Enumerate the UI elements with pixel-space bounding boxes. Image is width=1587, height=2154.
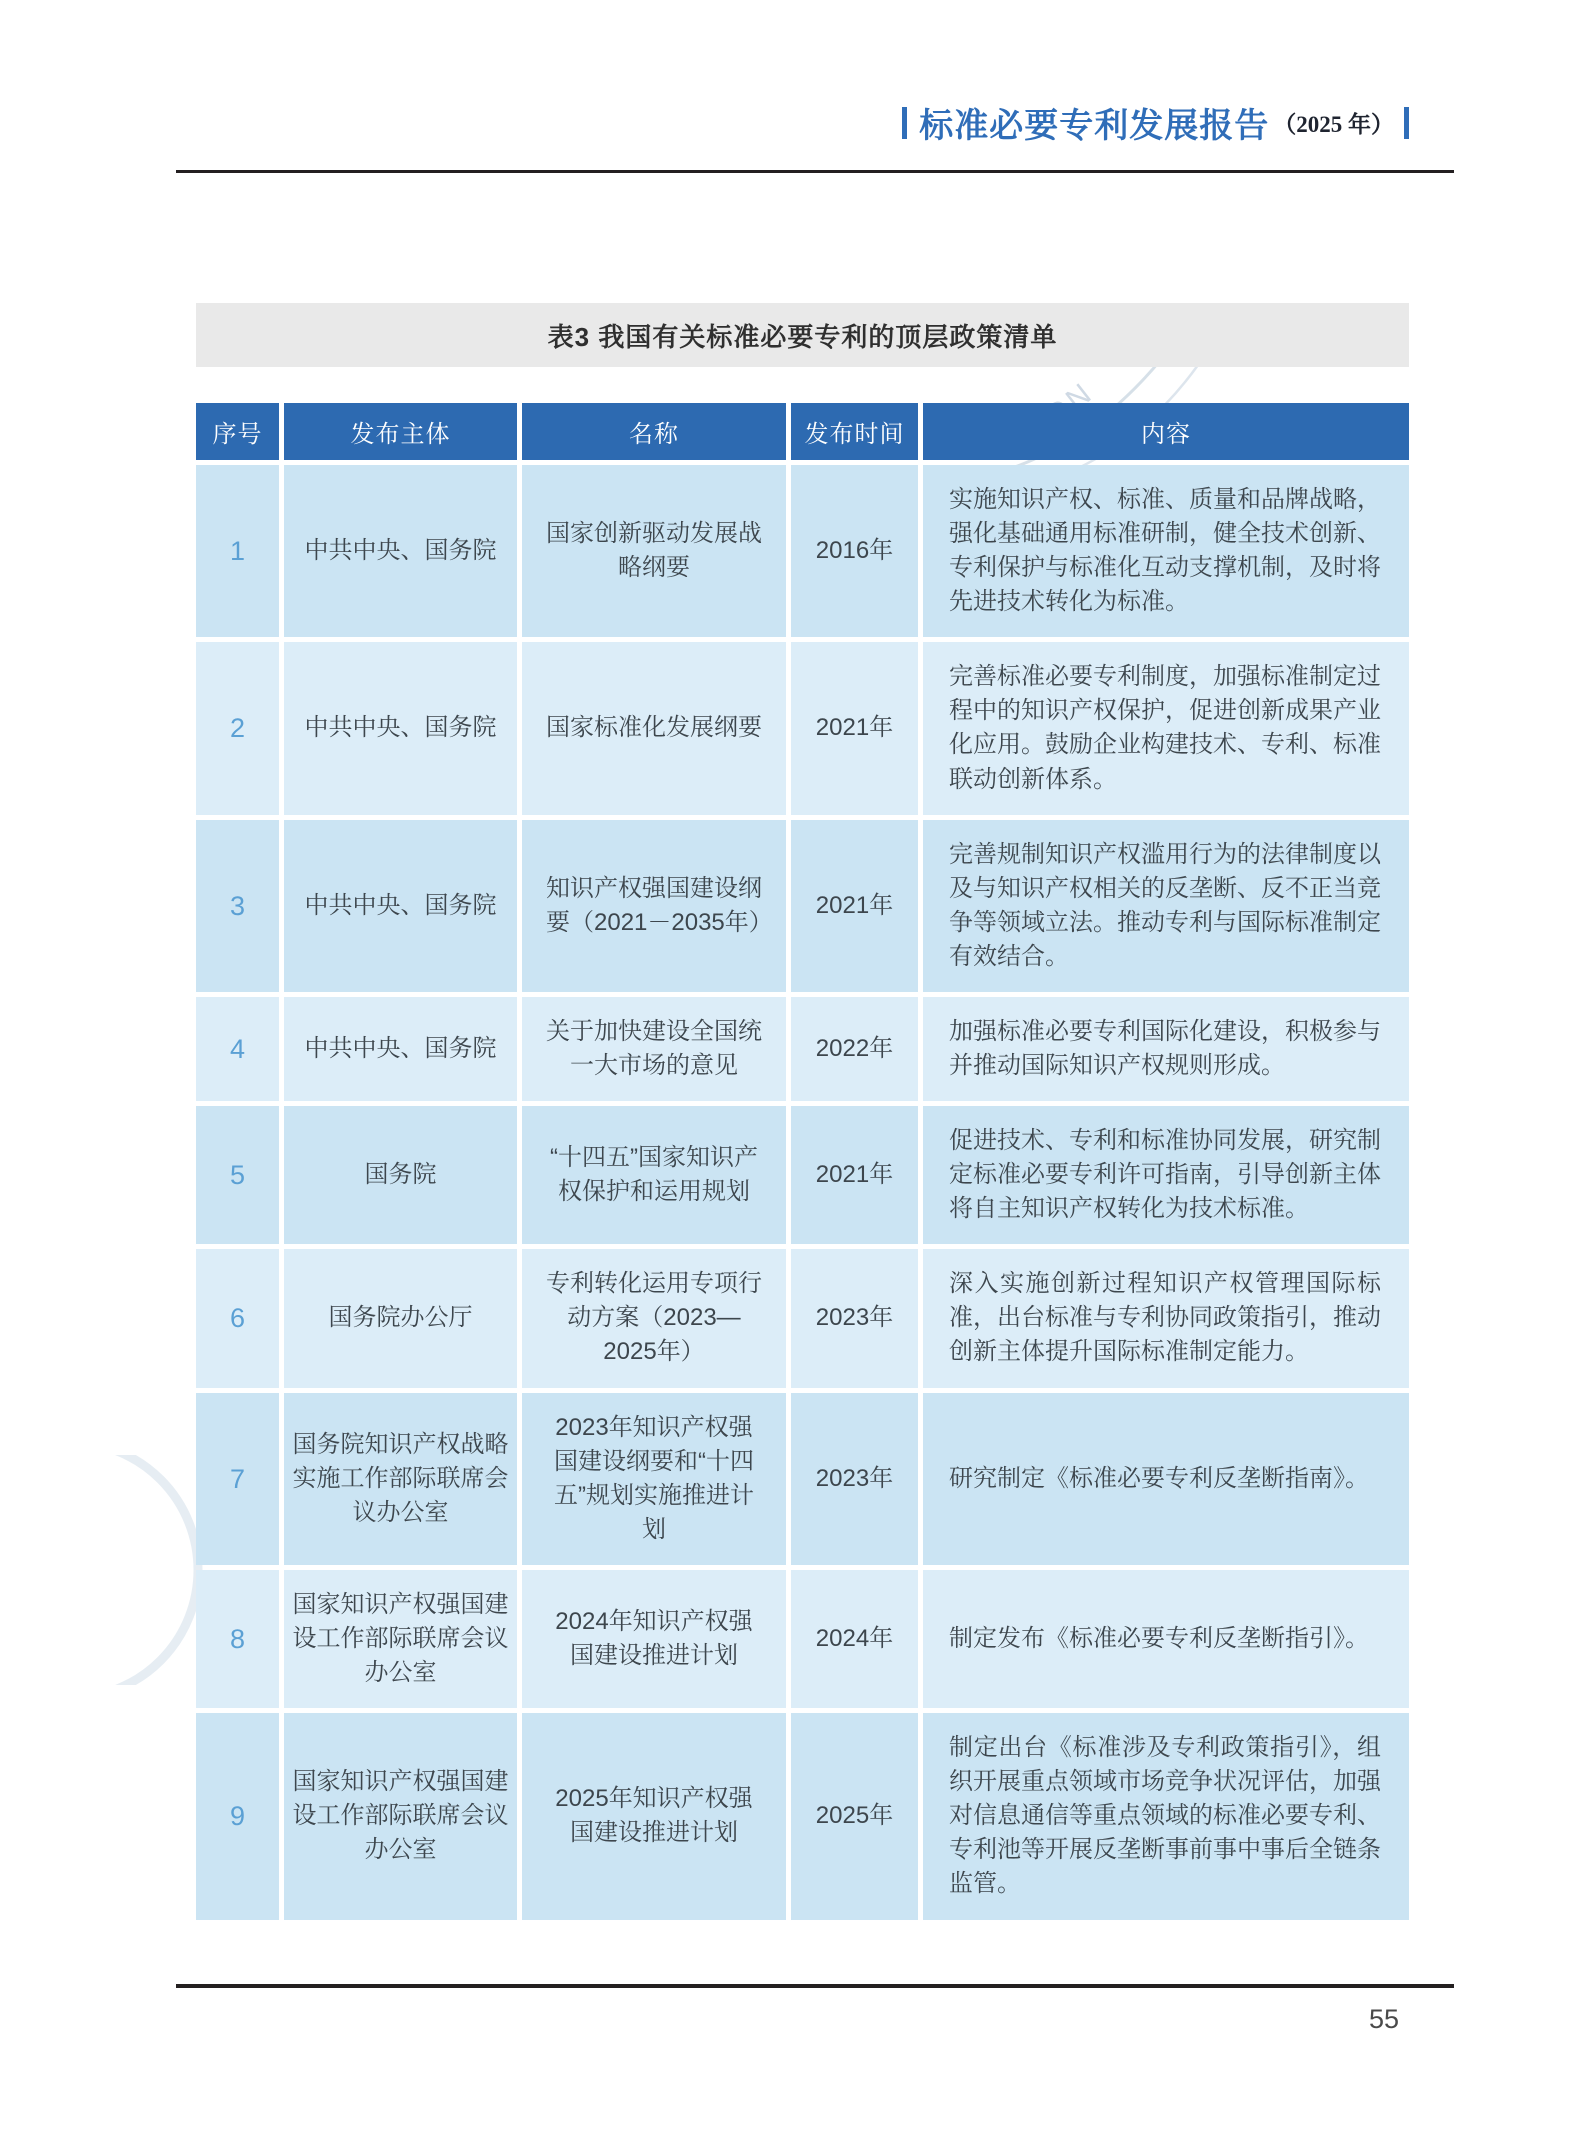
cell-content: 实施知识产权、标准、质量和品牌战略，强化基础通用标准研制，健全技术创新、专利保护与标准化互动支撑机制，及时将先进技术转化为标准。 (923, 465, 1409, 637)
cell-issuer: 中共中央、国务院 (284, 642, 517, 814)
table-row (196, 997, 1409, 1101)
cell-policy-name: 国家创新驱动发展战略纲要 (522, 465, 786, 637)
cell-serial: 3 (196, 820, 279, 992)
header-bar-left-icon (902, 107, 907, 139)
cell-issuer: 中共中央、国务院 (284, 997, 517, 1101)
policy-table (191, 398, 1414, 1925)
cell-serial: 4 (196, 997, 279, 1101)
table-row (196, 820, 1409, 992)
report-title: 标准必要专利发展报告 (919, 107, 1270, 145)
cell-date: 2024年 (791, 1570, 918, 1708)
cell-issuer: 国务院 (284, 1106, 517, 1244)
cell-date: 2016年 (791, 465, 918, 637)
table-row (196, 465, 1409, 637)
cell-date: 2022年 (791, 997, 918, 1101)
cell-policy-name: 2024年知识产权强国建设推进计划 (522, 1570, 786, 1708)
column-header-content: 内容 (923, 403, 1409, 460)
cell-serial: 1 (196, 465, 279, 637)
cell-serial: 8 (196, 1570, 279, 1708)
cell-issuer: 国家知识产权强国建设工作部际联席会议办公室 (284, 1713, 517, 1919)
cell-content: 促进技术、专利和标准协同发展，研究制定标准必要专利许可指南，引导创新主体将自主知识产权转化为技术标准。 (923, 1106, 1409, 1244)
cell-policy-name: 国家标准化发展纲要 (522, 642, 786, 814)
cell-content: 制定出台《标准涉及专利政策指引》，组织开展重点领域市场竞争状况评估，加强对信息通信等重点领域的标准必要专利、专利池等开展反垄断事前事中事后全链条监管。 (923, 1713, 1409, 1919)
table-row (196, 1570, 1409, 1708)
cell-date: 2025年 (791, 1713, 918, 1919)
cell-date: 2021年 (791, 820, 918, 992)
cell-content: 深入实施创新过程知识产权管理国际标准，出台标准与专利协同政策指引，推动创新主体提升国际标准制定能力。 (923, 1249, 1409, 1387)
cell-issuer: 国务院办公厅 (284, 1249, 517, 1387)
cell-issuer: 国务院知识产权战略实施工作部际联席会议办公室 (284, 1393, 517, 1565)
column-header-name: 名称 (522, 403, 786, 460)
column-header-date: 发布时间 (791, 403, 918, 460)
header-bar-right-icon (1404, 107, 1409, 139)
cell-content: 加强标准必要专利国际化建设，积极参与并推动国际知识产权规则形成。 (923, 997, 1409, 1101)
cell-content: 完善规制知识产权滥用行为的法律制度以及与知识产权相关的反垄断、反不正当竞争等领域立法。推动专利与国际标准制定有效结合。 (923, 820, 1409, 992)
table-body (196, 465, 1409, 1920)
cell-date: 2021年 (791, 1106, 918, 1244)
footer-rule (176, 1984, 1454, 1988)
cell-issuer: 国家知识产权强国建设工作部际联席会议办公室 (284, 1570, 517, 1708)
column-header-issuer: 发布主体 (284, 403, 517, 460)
cell-date: 2021年 (791, 642, 918, 814)
table-row (196, 1106, 1409, 1244)
cell-serial: 2 (196, 642, 279, 814)
table-row (196, 1249, 1409, 1387)
page-header (902, 98, 1409, 147)
cell-date: 2023年 (791, 1249, 918, 1387)
cell-content: 研究制定《标准必要专利反垄断指南》。 (923, 1393, 1409, 1565)
cell-date: 2023年 (791, 1393, 918, 1565)
report-year: （2025 年） (1273, 112, 1394, 137)
cell-serial: 7 (196, 1393, 279, 1565)
table-row (196, 1393, 1409, 1565)
cell-policy-name: 2025年知识产权强国建设推进计划 (522, 1713, 786, 1919)
cell-serial: 5 (196, 1106, 279, 1244)
table-caption: 表3 我国有关标准必要专利的顶层政策清单 (196, 303, 1409, 367)
page-number: 55 (1368, 2004, 1399, 2034)
header-rule (176, 170, 1454, 173)
cell-policy-name: “十四五”国家知识产权保护和运用规划 (522, 1106, 786, 1244)
cell-policy-name: 2023年知识产权强国建设纲要和“十四五”规划实施推进计划 (522, 1393, 786, 1565)
cell-serial: 6 (196, 1249, 279, 1387)
cell-issuer: 中共中央、国务院 (284, 820, 517, 992)
column-header-serial: 序号 (196, 403, 279, 460)
cell-policy-name: 关于加快建设全国统一大市场的意见 (522, 997, 786, 1101)
cell-content: 完善标准必要专利制度，加强标准制定过程中的知识产权保护，促进创新成果产业化应用。鼓励企业构建技术、专利、标准联动创新体系。 (923, 642, 1409, 814)
cell-issuer: 中共中央、国务院 (284, 465, 517, 637)
table-header-row (196, 403, 1409, 460)
cell-serial: 9 (196, 1713, 279, 1919)
cell-policy-name: 专利转化运用专项行动方案（2023—2025年） (522, 1249, 786, 1387)
cell-content: 制定发布《标准必要专利反垄断指引》。 (923, 1570, 1409, 1708)
cell-policy-name: 知识产权强国建设纲要（2021－2035年） (522, 820, 786, 992)
table-row (196, 1713, 1409, 1919)
table-row (196, 642, 1409, 814)
